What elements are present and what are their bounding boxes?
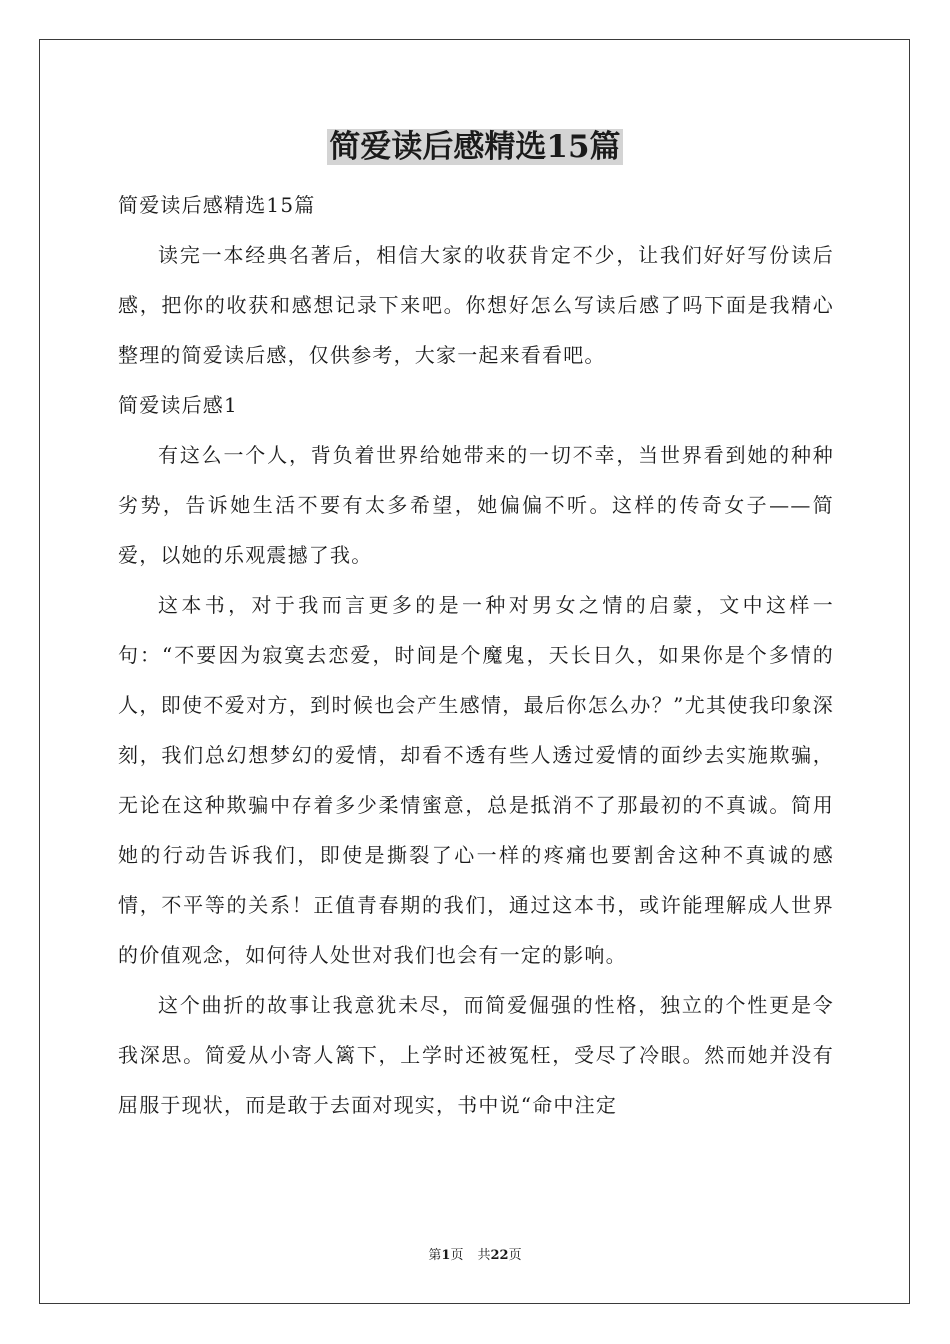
footer-page-current: 1	[441, 1248, 451, 1263]
body-paragraph-3: 这个曲折的故事让我意犹未尽，而简爱倔强的性格，独立的个性更是令我深思。简爱从小寄人篱下，上学时还被冤枉，受尽了冷眼。然而她并没有屈服于现状，而是敢于去面对现实，书中说“命中注定	[118, 993, 834, 1117]
footer-page-prefix: 第	[428, 1248, 442, 1263]
body-paragraph-2: 这本书，对于我而言更多的是一种对男女之情的启蒙，文中这样一句：“不要因为寂寞去恋爱，时间是个魔鬼，天长日久，如果你是个多情的人，即使不爱对方，到时候也会产生感情，最后你怎么办？”尤其使我印象深刻，我们总幻想梦幻的爱情，却看不透有些人透过爱情的面纱去实施欺骗，无论在这种欺骗中存着多少柔情蜜意，总是抵消不了那最初的不真诚。简用她的行动告诉我们，即使是撕裂了心一样的疼痛也要割舍这种不真诚的感情，不平等的关系！正值青春期的我们，通过这本书，或许能理解成人世界的价值观念，如何待人处世对我们也会有一定的影响。	[118, 593, 834, 967]
page-footer	[0, 1247, 950, 1265]
section-heading: 简爱读后感1	[118, 393, 238, 417]
footer-page-suffix: 页	[450, 1248, 464, 1263]
footer-total-prefix: 共	[477, 1248, 491, 1263]
document-title-text: 简爱读后感精选15篇	[329, 129, 621, 165]
footer-page-total: 22	[490, 1248, 509, 1263]
document-body	[118, 180, 834, 1130]
intro-paragraph: 读完一本经典名著后，相信大家的收获肯定不少，让我们好好写份读后感，把你的收获和感想记录下来吧。你想好怎么写读后感了吗下面是我精心整理的简爱读后感，仅供参考，大家一起来看看吧。	[118, 243, 834, 367]
footer-total-suffix: 页	[508, 1248, 522, 1263]
document-subtitle: 简爱读后感精选15篇	[118, 193, 316, 217]
document-title	[0, 125, 950, 169]
body-paragraph-1: 有这么一个人，背负着世界给她带来的一切不幸，当世界看到她的种种劣势，告诉她生活不要有太多希望，她偏偏不听。这样的传奇女子——简爱，以她的乐观震撼了我。	[118, 443, 834, 567]
